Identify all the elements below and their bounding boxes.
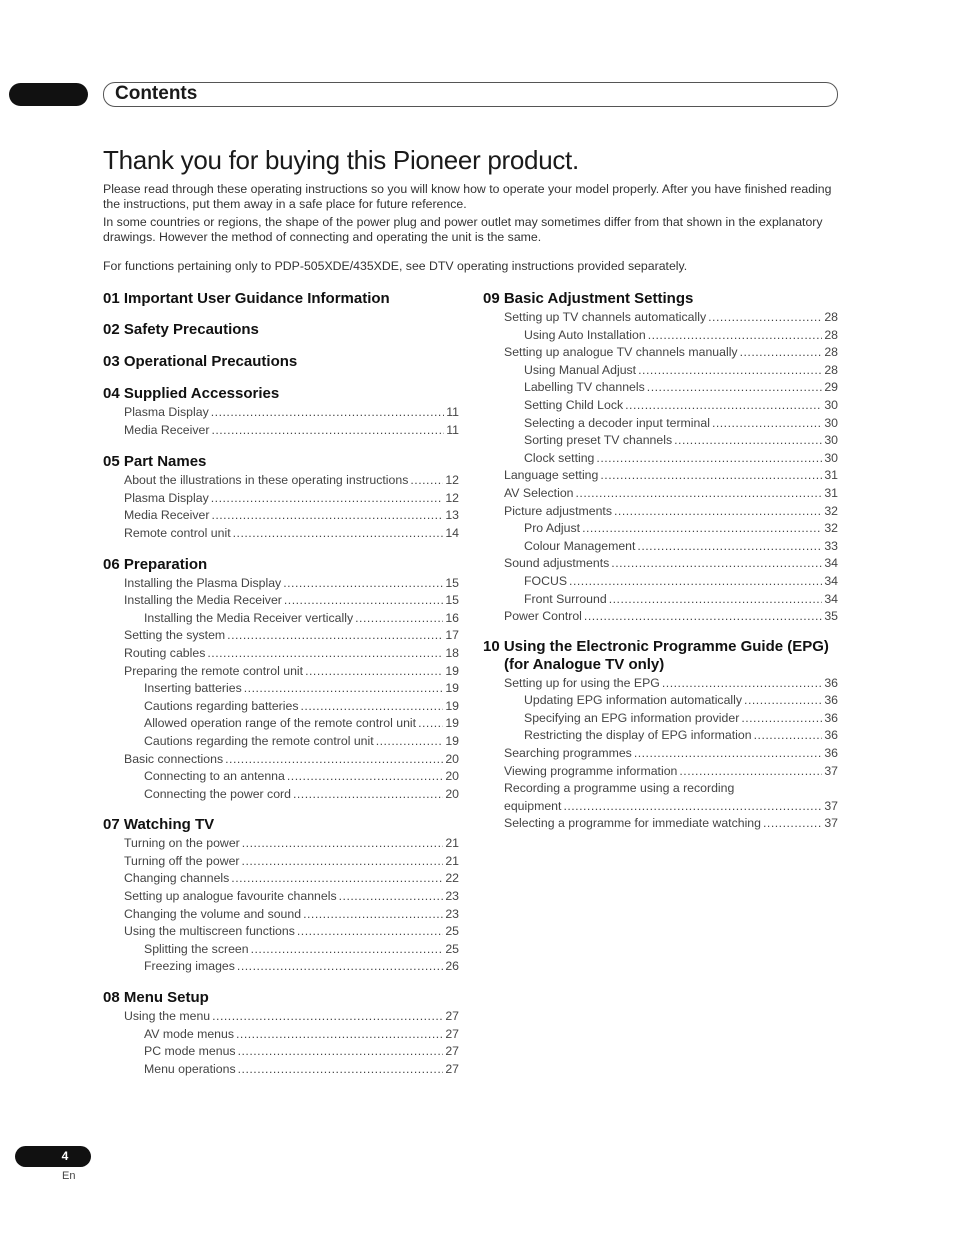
toc-page-number: 32 [824, 503, 838, 518]
dot-leader [231, 870, 443, 888]
dot-leader [582, 520, 822, 538]
language-code: En [62, 1170, 76, 1182]
toc-entry[interactable] [103, 1026, 459, 1044]
toc-page-number: 30 [824, 397, 838, 412]
dot-leader [647, 379, 823, 397]
toc-entry-text: Selecting a programme for immediate watching [504, 816, 761, 831]
toc-page-number: 30 [824, 415, 838, 430]
toc-section-title[interactable]: 01 Important User Guidance Information [103, 290, 390, 307]
dot-leader [740, 344, 823, 362]
toc-section-title[interactable]: 06 Preparation [103, 555, 208, 573]
toc-entry-text: Colour Management [524, 538, 636, 553]
dot-leader [576, 485, 823, 503]
toc-entry[interactable] [483, 538, 838, 556]
toc-entry[interactable] [103, 768, 459, 786]
toc-section-title[interactable]: 05 Part Names [103, 453, 207, 471]
toc-entry-text: AV mode menus [144, 1026, 234, 1041]
toc-section-title[interactable]: 04 Supplied Accessories [103, 385, 280, 402]
intro-paragraph-2: In some countries or regions, the shape of the power plug and power outlet may sometimes differ from that shown in the explanatory drawings. However the method of connecting and operating the unit is the same. [103, 215, 823, 244]
toc-left-column [103, 290, 459, 1078]
dot-leader [211, 507, 443, 525]
toc-entry[interactable] [103, 490, 459, 508]
toc-entry-text: Updating EPG information automatically [524, 693, 743, 708]
toc-page-number: 30 [824, 450, 838, 465]
toc-section [103, 989, 459, 1078]
dot-leader [638, 362, 822, 380]
toc-entry-text: Setting up analogue favourite channels [124, 889, 337, 904]
dot-leader [211, 490, 444, 508]
toc-page-number: 27 [445, 1061, 459, 1076]
dot-leader [339, 888, 444, 906]
toc-page-number: 22 [445, 871, 459, 886]
toc-entry-text: Setting Child Lock [524, 397, 624, 412]
dot-leader [596, 450, 822, 468]
toc-entry-text: Installing the Media Receiver vertically [144, 610, 354, 625]
dot-leader [237, 958, 443, 976]
toc-entry[interactable] [103, 627, 459, 645]
toc-entry-text: Labelling TV channels [524, 380, 645, 395]
toc-section [103, 816, 459, 976]
toc-page-number: 27 [445, 1026, 459, 1041]
toc-right-column [483, 290, 838, 833]
dot-leader [212, 1008, 443, 1026]
toc-entry-text: Viewing programme information [504, 763, 678, 778]
toc-entry[interactable] [483, 467, 838, 485]
toc-page-number: 33 [824, 538, 838, 553]
toc-entry[interactable] [483, 503, 838, 521]
toc-entry[interactable] [103, 853, 459, 871]
toc-page-number: 30 [824, 433, 838, 448]
toc-page-number: 13 [445, 508, 459, 523]
toc-entry-text: Searching programmes [504, 746, 632, 761]
toc-entry-text: Setting the system [124, 628, 226, 643]
toc-section-title[interactable]: 03 Operational Precautions [103, 353, 298, 370]
dot-leader [708, 309, 822, 327]
toc-page-number: 19 [445, 663, 459, 678]
toc-page-number: 11 [446, 405, 459, 419]
toc-page-number: 15 [445, 575, 459, 590]
dot-leader [301, 698, 444, 716]
dot-leader [211, 404, 444, 422]
dot-leader [225, 751, 443, 769]
toc-entry-text: Using Auto Installation [524, 327, 646, 342]
toc-entry[interactable] [103, 835, 459, 853]
toc-entry-text: Sound adjustments [504, 556, 610, 571]
toc-entry-text: Plasma Display [124, 405, 209, 419]
toc-entry-text: Media Receiver [124, 508, 210, 523]
dot-leader [674, 432, 822, 450]
dot-leader [584, 608, 822, 626]
dot-leader [637, 538, 822, 556]
dot-leader [662, 675, 822, 693]
toc-entry[interactable] [103, 610, 459, 628]
toc-entry[interactable] [483, 591, 838, 609]
toc-page-number: 19 [445, 681, 459, 696]
dot-leader [244, 680, 444, 698]
toc-entry-text: Connecting to an antenna [144, 769, 285, 784]
dot-leader [625, 397, 822, 415]
toc-entry-text: Remote control unit [124, 525, 231, 540]
toc-section [103, 353, 459, 371]
dot-leader [303, 906, 443, 924]
dot-leader [754, 727, 823, 745]
toc-entry-text: Allowed operation range of the remote control unit [144, 716, 417, 731]
toc-entry-text: Front Surround [524, 591, 607, 606]
toc-page-number: 29 [824, 380, 838, 395]
toc-section [103, 453, 459, 542]
dot-leader [410, 472, 443, 490]
dot-leader [251, 941, 444, 959]
toc-entry-text: Installing the Media Receiver [124, 593, 282, 608]
dot-leader [563, 798, 822, 816]
toc-page-number: 37 [824, 798, 838, 813]
page-number: 4 [61, 1149, 69, 1163]
toc-section [103, 321, 459, 339]
toc-entry-text: About the illustrations in these operating instructions [124, 473, 409, 488]
toc-page-number: 27 [445, 1044, 459, 1059]
toc-entry[interactable] [103, 733, 459, 751]
toc-page-number: 17 [445, 628, 459, 643]
toc-entry-text: Selecting a decoder input terminal [524, 415, 710, 430]
toc-page-number: 36 [824, 710, 838, 725]
toc-page-number: 36 [824, 746, 838, 761]
toc-entry-text: Using the multiscreen functions [124, 924, 295, 939]
toc-entry-text: FOCUS [524, 573, 568, 588]
toc-section-title[interactable]: 07 Watching TV [103, 816, 215, 834]
toc-entry[interactable] [103, 680, 459, 698]
toc-page-number: 28 [824, 310, 838, 324]
toc-entry[interactable] [483, 362, 838, 380]
toc-entry-text: Turning off the power [124, 853, 240, 868]
toc-page-number: 16 [445, 610, 459, 625]
toc-entry-text: Picture adjustments [504, 503, 612, 518]
toc-entry-text: Using the menu [124, 1009, 211, 1024]
toc-entry[interactable] [103, 507, 459, 525]
toc-entry[interactable] [103, 715, 459, 733]
toc-entry[interactable] [103, 525, 459, 543]
dot-leader [242, 835, 444, 853]
toc-entry-text: Clock setting [524, 450, 595, 465]
toc-page-number: 20 [445, 751, 459, 766]
toc-entry[interactable] [483, 675, 838, 693]
toc-entry-text: Menu operations [144, 1061, 236, 1076]
toc-entry-text: Setting up TV channels automatically [504, 310, 707, 324]
toc-page-number: 15 [445, 593, 459, 608]
dot-leader [376, 733, 444, 751]
dot-leader [236, 1026, 443, 1044]
toc-page-number: 34 [824, 556, 838, 571]
toc-entry-text: Language setting [504, 468, 599, 483]
toc-entry-text: Sorting preset TV channels [524, 433, 673, 448]
dot-leader [418, 715, 443, 733]
toc-section [103, 290, 459, 308]
toc-entry[interactable] [103, 751, 459, 769]
toc-page-number: 28 [824, 345, 838, 360]
toc-section [483, 638, 838, 833]
dot-leader [297, 923, 443, 941]
toc-entry[interactable] [483, 327, 838, 345]
dot-leader [648, 327, 823, 345]
toc-entry-text: equipment [504, 798, 562, 813]
dot-leader [569, 573, 822, 591]
toc-page-number: 14 [445, 525, 459, 540]
toc-entry[interactable] [103, 1043, 459, 1061]
toc-section-title-line2[interactable]: (for Analogue TV only) [504, 655, 665, 673]
dot-leader [763, 815, 822, 833]
toc-page-number: 31 [824, 485, 838, 500]
toc-entry-text: Changing the volume and sound [124, 906, 302, 921]
dot-leader [211, 422, 444, 440]
toc-page-number: 37 [824, 816, 838, 831]
chapter-tab-marker [9, 83, 88, 106]
dot-leader [238, 1043, 444, 1061]
toc-entry[interactable] [483, 415, 838, 433]
toc-entry[interactable] [103, 472, 459, 490]
toc-entry[interactable] [483, 763, 838, 781]
toc-entry[interactable] [483, 485, 838, 503]
toc-entry[interactable] [103, 575, 459, 593]
toc-entry[interactable] [483, 727, 838, 745]
toc-page-number: 21 [445, 836, 459, 851]
toc-entry-text: Cautions regarding the remote control unit [144, 733, 374, 748]
toc-entry-text: Splitting the screen [144, 941, 249, 956]
toc-page-number: 11 [446, 422, 459, 437]
toc-entry[interactable] [103, 422, 459, 440]
dot-leader [284, 592, 443, 610]
toc-entry[interactable] [103, 870, 459, 888]
toc-entry[interactable] [103, 786, 459, 804]
toc-entry[interactable] [483, 344, 838, 362]
toc-entry[interactable] [103, 888, 459, 906]
toc-section-title[interactable]: 09 Basic Adjustment Settings [483, 290, 694, 307]
toc-page-number: 23 [445, 889, 459, 904]
dot-leader [207, 645, 443, 663]
toc-entry[interactable] [103, 645, 459, 663]
toc-section-title[interactable]: 02 Safety Precautions [103, 321, 259, 338]
toc-entry[interactable] [103, 958, 459, 976]
toc-entry[interactable] [483, 710, 838, 728]
toc-entry-text: Inserting batteries [144, 681, 242, 696]
toc-section [103, 385, 459, 439]
toc-entry[interactable] [103, 592, 459, 610]
toc-entry[interactable] [483, 798, 838, 816]
toc-entry-text: Freezing images [144, 959, 235, 974]
toc-entry[interactable] [483, 379, 838, 397]
toc-entry[interactable] [103, 1008, 459, 1026]
toc-page-number: 34 [824, 573, 838, 588]
toc-entry-text: Cautions regarding batteries [144, 698, 299, 713]
toc-entry[interactable] [483, 745, 838, 763]
dot-leader [679, 763, 822, 781]
toc-entry[interactable] [483, 692, 838, 710]
dot-leader [614, 503, 822, 521]
toc-page-number: 32 [824, 521, 838, 536]
toc-entry[interactable] [483, 555, 838, 573]
toc-page-number: 36 [824, 675, 838, 690]
toc-entry-text: AV Selection [504, 485, 574, 500]
dot-leader [634, 745, 823, 763]
toc-entry[interactable] [483, 450, 838, 468]
dot-leader [242, 853, 444, 871]
toc-entry[interactable] [483, 815, 838, 833]
toc-section-title[interactable]: 10 Using the Electronic Programme Guide (EPG) [483, 637, 829, 655]
toc-page-number: 21 [445, 853, 459, 868]
dot-leader [283, 575, 443, 593]
toc-section-title[interactable]: 08 Menu Setup [103, 989, 209, 1007]
toc-page-number: 18 [445, 645, 459, 660]
toc-entry-text: Plasma Display [124, 490, 209, 505]
toc-page-number: 23 [445, 906, 459, 921]
toc-entry-text: Using Manual Adjust [524, 362, 637, 377]
toc-page-number: 19 [445, 698, 459, 713]
toc-entry-text: Specifying an EPG information provider [524, 710, 740, 725]
intro-paragraph-1: Please read through these operating instructions so you will know how to operate your model properly. After you have finished reading the instructions, put them away in a safe place for future reference. [103, 182, 832, 211]
toc-page-number: 20 [445, 769, 459, 784]
toc-entry[interactable] [103, 1061, 459, 1079]
toc-page-number: 20 [445, 786, 459, 801]
dot-leader [609, 591, 823, 609]
toc-entry-text: Setting up analogue TV channels manually [504, 345, 738, 360]
toc-entry[interactable] [103, 923, 459, 941]
toc-entry[interactable] [483, 608, 838, 626]
header-title: Contents [115, 83, 198, 104]
dot-leader [305, 663, 443, 681]
dot-leader [744, 692, 822, 710]
toc-page-number: 12 [445, 473, 459, 488]
toc-entry[interactable] [483, 432, 838, 450]
toc-page-number: 25 [445, 941, 459, 956]
toc-entry-text: Connecting the power cord [144, 786, 291, 801]
toc-entry-text: Setting up for using the EPG [504, 675, 660, 690]
toc-entry[interactable] [103, 941, 459, 959]
toc-entry-text: Turning on the power [124, 836, 240, 851]
dot-leader [355, 610, 443, 628]
toc-page-number: 31 [824, 468, 838, 483]
toc-entry-text: Installing the Plasma Display [124, 575, 282, 590]
dot-leader [238, 1061, 444, 1079]
toc-entry[interactable] [483, 573, 838, 591]
toc-entry[interactable] [103, 906, 459, 924]
toc-entry-text: Routing cables [124, 645, 206, 660]
toc-page-number: 25 [445, 924, 459, 939]
dot-leader [233, 525, 444, 543]
toc-entry-text: Basic connections [124, 751, 224, 766]
toc-entry[interactable] [103, 404, 459, 422]
toc-entry-text: Media Receiver [124, 422, 210, 437]
toc-page-number: 35 [824, 609, 838, 624]
dot-leader [287, 768, 443, 786]
toc-section [483, 290, 838, 626]
toc-page-number: 27 [445, 1009, 459, 1024]
toc-section [103, 556, 459, 804]
dot-leader [293, 786, 443, 804]
toc-entry-text: PC mode menus [144, 1044, 236, 1059]
toc-entry-text: Pro Adjust [524, 521, 581, 536]
toc-entry[interactable] [103, 663, 459, 681]
toc-page-number: 37 [824, 763, 838, 778]
intro-paragraph-3: For functions pertaining only to PDP-505XDE/435XDE, see DTV operating instructions provided separately. [103, 259, 688, 273]
toc-entry[interactable] [483, 309, 838, 327]
dot-leader [741, 710, 822, 728]
toc-entry[interactable] [483, 520, 838, 538]
toc-page-number: 19 [445, 733, 459, 748]
toc-page-number: 28 [824, 327, 838, 342]
toc-page-number: 19 [445, 716, 459, 731]
dot-leader [227, 627, 443, 645]
toc-entry-text: Preparing the remote control unit [124, 663, 304, 678]
header-bar [103, 82, 838, 107]
dot-leader [600, 467, 822, 485]
toc-page-number: 34 [824, 591, 838, 606]
dot-leader [712, 415, 822, 433]
toc-entry-text[interactable]: Recording a programme using a recording [504, 781, 735, 796]
toc-entry[interactable] [483, 397, 838, 415]
toc-page-number: 28 [824, 362, 838, 377]
page-title: Thank you for buying this Pioneer product. [103, 145, 579, 175]
toc-page-number: 36 [824, 728, 838, 743]
toc-page-number: 36 [824, 693, 838, 708]
toc-page-number: 26 [445, 959, 459, 974]
toc-page-number: 12 [445, 490, 459, 505]
toc-entry[interactable] [103, 698, 459, 716]
toc-entry-text: Changing channels [124, 871, 230, 886]
toc-entry-text: Power Control [504, 609, 582, 624]
dot-leader [611, 555, 822, 573]
toc-entry-text: Restricting the display of EPG information [524, 728, 752, 743]
